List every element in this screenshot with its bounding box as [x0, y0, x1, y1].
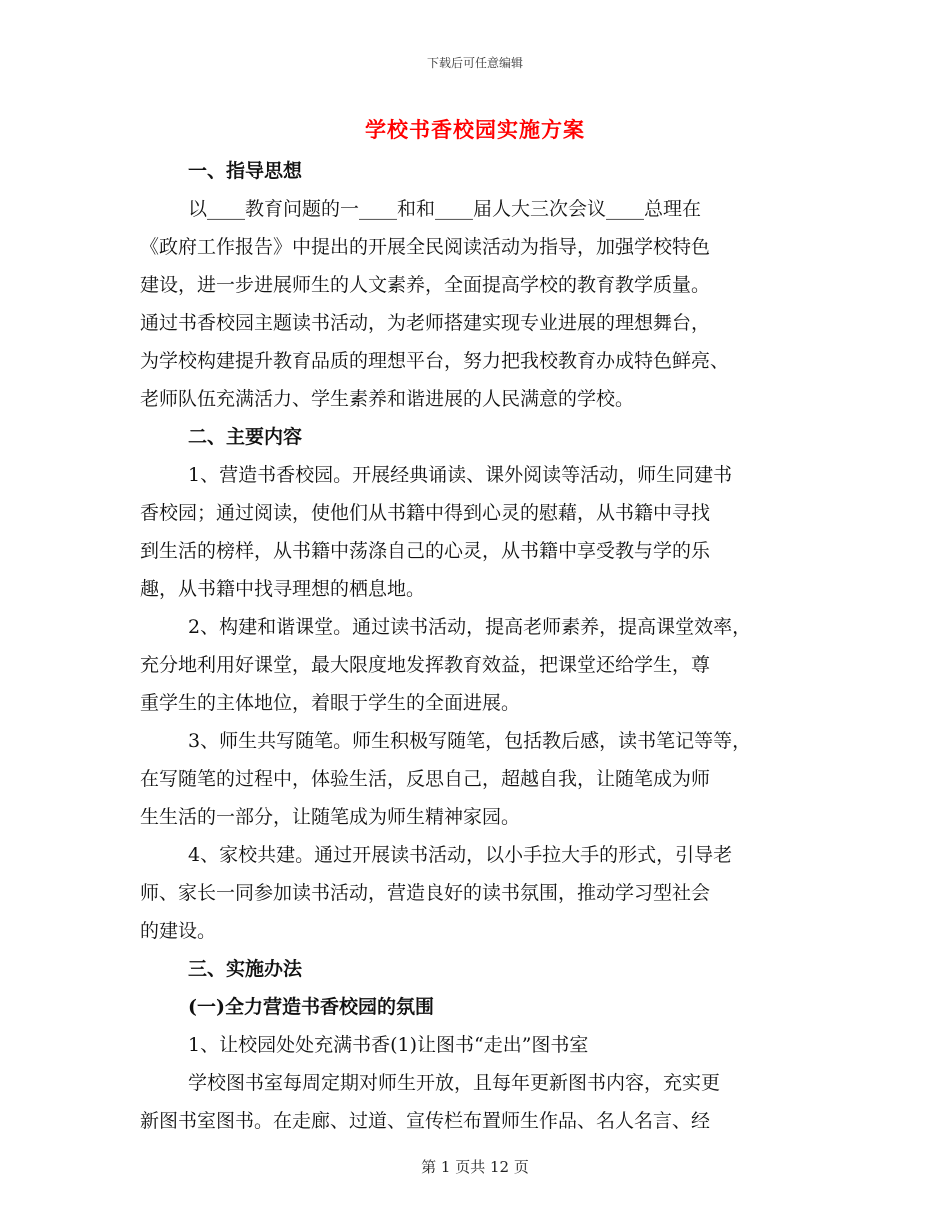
paragraph-line: 的建设。: [140, 920, 217, 942]
document-title: 学校书香校园实施方案: [365, 117, 585, 142]
paragraph-line: 重学生的主体地位，着眼于学生的全面进展。: [140, 692, 521, 714]
paragraph-line: 以____教育问题的一____和和____届人大三次会议____总理在: [188, 198, 702, 220]
subsection-heading: (一)全力营造书香校园的氛围: [188, 996, 434, 1018]
section-heading: 一、指导思想: [188, 160, 303, 182]
page-footer: 第 1 页共 12 页: [421, 1158, 529, 1176]
paragraph-line: 建设，进一步进展师生的人文素养，全面提高学校的教育教学质量。: [140, 274, 711, 296]
paragraph-line: 老师队伍充满活力、学生素养和谐进展的人民满意的学校。: [140, 388, 635, 410]
paragraph-line: 在写随笔的过程中，体验生活，反思自己，超越自我，让随笔成为师: [140, 768, 711, 790]
paragraph-line: 1、营造书香校园。开展经典诵读、课外阅读等活动，师生同建书: [188, 464, 733, 486]
paragraph-line: 《政府工作报告》中提出的开展全民阅读活动为指导，加强学校特色: [140, 236, 711, 258]
paragraph-line: 为学校构建提升教育品质的理想平台，努力把我校教育办成特色鲜亮、: [140, 350, 730, 372]
paragraph-line: 师、家长一同参加读书活动，营造良好的读书氛围，推动学习型社会: [140, 882, 711, 904]
paragraph-line: 4、家校共建。通过开展读书活动，以小手拉大手的形式，引导老: [188, 844, 733, 866]
document-body: [140, 152, 830, 1140]
paragraph-line: 生生活的一部分，让随笔成为师生精神家园。: [140, 806, 521, 828]
paragraph-line: 到生活的榜样，从书籍中荡涤自己的心灵，从书籍中享受教与学的乐: [140, 540, 711, 562]
header-note: 下载后可任意编辑: [426, 56, 523, 70]
paragraph-line: 2、构建和谐课堂。通过读书活动，提高老师素养，提高课堂效率，: [188, 616, 752, 638]
paragraph-line: 通过书香校园主题读书活动，为老师搭建实现专业进展的理想舞台，: [140, 312, 711, 334]
paragraph-line: 趣，从书籍中找寻理想的栖息地。: [140, 578, 426, 600]
section-heading: 三、实施办法: [188, 958, 303, 980]
paragraph-line: 香校园；通过阅读，使他们从书籍中得到心灵的慰藉，从书籍中寻找: [140, 502, 711, 524]
paragraph-line: 充分地利用好课堂，最大限度地发挥教育效益，把课堂还给学生，尊: [140, 654, 711, 676]
paragraph-line: 1、让校园处处充满书香(1)让图书“走出”图书室: [188, 1034, 589, 1056]
paragraph-line: 新图书室图书。在走廊、过道、宣传栏布置师生作品、名人名言、经: [140, 1110, 711, 1132]
section-heading: 二、主要内容: [188, 426, 303, 448]
paragraph-line: 3、师生共写随笔。师生积极写随笔，包括教后感，读书笔记等等，: [188, 730, 752, 752]
paragraph-line: 学校图书室每周定期对师生开放，且每年更新图书内容，充实更: [188, 1072, 721, 1094]
